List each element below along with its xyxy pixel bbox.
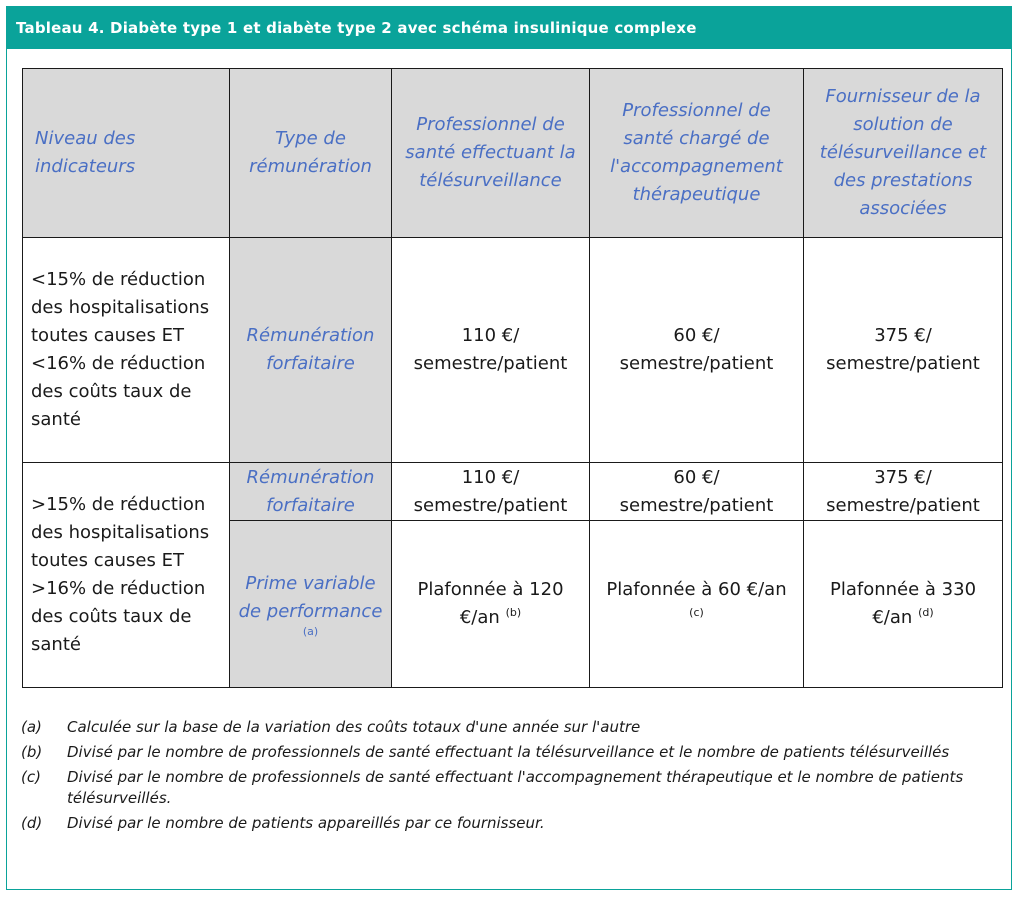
footnote-ref: (b)	[505, 606, 522, 619]
table-frame	[6, 6, 1012, 890]
footnote-ref: (d)	[918, 606, 934, 619]
remuneration-table	[22, 68, 1003, 688]
amount-cell	[392, 521, 590, 688]
header-niveau-indicateurs: Niveau des indicateurs	[23, 69, 230, 238]
header-professionnel-accompagnement: Professionnel de santé chargé de l'accompagnement thérapeutique	[590, 69, 804, 238]
footnote	[21, 742, 981, 763]
amount-cell: 375 €/ semestre/patient	[804, 238, 1003, 463]
footnote-key: (a)	[21, 718, 42, 736]
header-professionnel-telesurveillance: Professionnel de santé effectuant la télésurveillance	[392, 69, 590, 238]
footnote-text: Divisé par le nombre de professionnels de santé effectuant la télésurveillance et le nombre de patients télésurveillés	[67, 743, 950, 761]
amount-label: Plafonnée à 120 €/an	[417, 579, 564, 628]
footnote-text: Divisé par le nombre de professionnels de santé effectuant l'accompagnement thérapeutique et le nombre de patients télésurveillés.	[67, 768, 964, 807]
level-cell: >15% de réduction des hospitalisations toutes causes ET >16% de réduction des coûts taux de santé	[23, 463, 230, 688]
footnote-key: (d)	[21, 814, 43, 832]
level-cell: <15% de réduction des hospitalisations toutes causes ET <16% de réduction des coûts taux de santé	[23, 238, 230, 463]
amount-cell: 60 €/ semestre/patient	[590, 463, 804, 521]
header-type-remuneration: Type de rémunération	[230, 69, 392, 238]
table-title: Tableau 4. Diabète type 1 et diabète type 2 avec schéma insulinique complexe	[7, 7, 1011, 49]
footnote	[21, 767, 981, 809]
footnote	[21, 717, 981, 738]
footnote-text: Calculée sur la base de la variation des coûts totaux d'une année sur l'autre	[67, 718, 641, 736]
footnote-text: Divisé par le nombre de patients appareillés par ce fournisseur.	[67, 814, 545, 832]
amount-label: Plafonnée à 60 €/an	[606, 579, 787, 600]
amount-cell: 110 €/ semestre/patient	[392, 463, 590, 521]
footnote-key: (b)	[21, 743, 43, 761]
table-header-row	[23, 69, 1003, 238]
table-row	[23, 238, 1003, 463]
remuneration-type-label: Prime variable de performance	[238, 573, 383, 622]
amount-label: Plafonnée à 330 €/an	[829, 579, 977, 628]
amount-cell: 375 €/ semestre/patient	[804, 463, 1003, 521]
footnotes	[21, 717, 981, 838]
header-fournisseur-solution: Fournisseur de la solution de télésurveillance et des prestations associées	[804, 69, 1003, 238]
remuneration-type-cell	[230, 521, 392, 688]
remuneration-type-cell: Rémunération forfaitaire	[230, 238, 392, 463]
amount-cell: 110 €/ semestre/patient	[392, 238, 590, 463]
footnote-ref: (c)	[689, 606, 704, 619]
amount-cell	[590, 521, 804, 688]
remuneration-type-cell: Rémunération forfaitaire	[230, 463, 392, 521]
amount-cell	[804, 521, 1003, 688]
table-row	[23, 463, 1003, 521]
footnote-ref: (a)	[302, 625, 319, 638]
footnote-key: (c)	[21, 768, 41, 786]
amount-cell: 60 €/ semestre/patient	[590, 238, 804, 463]
footnote	[21, 813, 981, 834]
